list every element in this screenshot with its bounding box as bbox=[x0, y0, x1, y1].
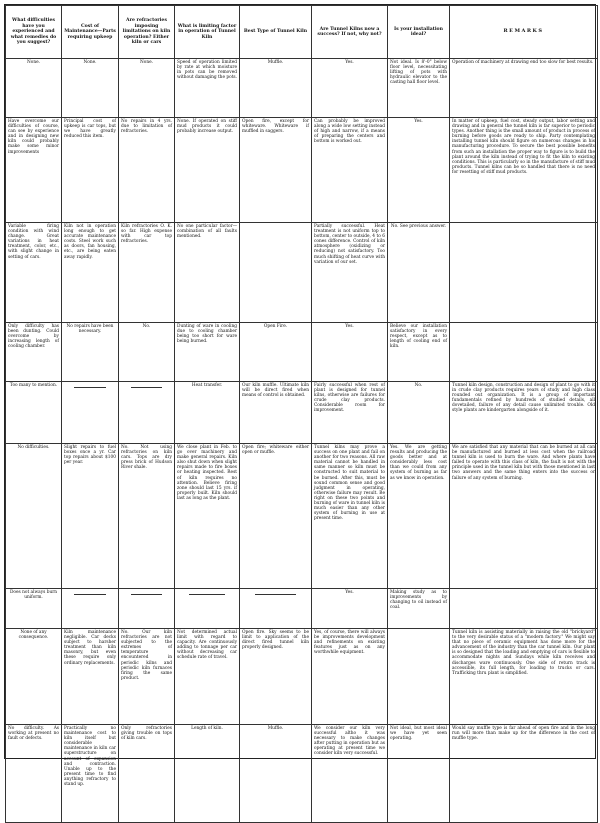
cell-maintenance-cost bbox=[62, 223, 119, 323]
cell-remarks bbox=[450, 59, 598, 118]
cell-best-type bbox=[240, 444, 312, 589]
table-row bbox=[6, 59, 598, 118]
cell-refractories bbox=[119, 59, 175, 118]
cell-text: Operation of machinery at drawing end too slow for best results. bbox=[452, 60, 594, 65]
cell-maintenance-cost bbox=[62, 589, 119, 629]
cell-text: No difficulties. bbox=[17, 445, 50, 450]
cell-ideal-installation bbox=[388, 382, 450, 444]
cell-limiting-factor bbox=[175, 382, 240, 444]
table-row bbox=[6, 444, 598, 589]
header-maintenance-cost: Cost of Maintenance—Parts requiring upkeep bbox=[62, 6, 119, 59]
cell-success bbox=[312, 323, 388, 382]
cell-limiting-factor bbox=[175, 223, 240, 323]
cell-difficulties bbox=[6, 589, 62, 629]
cell-text: Variable firing condition with wind change. Great variations in heat treatment, color, etc., with slight change in setting of cars. bbox=[8, 224, 59, 260]
cell-text: Heat transfer. bbox=[191, 383, 223, 388]
cell-text: Yes, of course, there will always be improvements development and refinements on existing features just as on any worthwhile equipment. bbox=[314, 630, 385, 656]
header-difficulties: What difficulties have you experienced and what remedies do you suggest? bbox=[6, 6, 62, 59]
cell-text: No. bbox=[414, 383, 423, 388]
table-row bbox=[6, 223, 598, 323]
cell-text: Only difficulty has been dunting. Could overcome by increasing length of cooling chamber. bbox=[8, 324, 59, 350]
cell-text: Slight repairs to fuel boxes once a yr. Car top repairs about $100 per year. bbox=[64, 445, 116, 466]
cell-refractories bbox=[119, 589, 175, 629]
cell-limiting-factor bbox=[175, 118, 240, 223]
cell-limiting-factor bbox=[175, 589, 240, 629]
header-refractories: Are refractories imposing limitations on kiln operation? Either kiln or cars bbox=[119, 6, 175, 59]
dash-line bbox=[189, 594, 225, 595]
cell-limiting-factor bbox=[175, 629, 240, 725]
cell-text: No one particular factor—combination of all faults mentioned. bbox=[177, 224, 237, 240]
cell-success bbox=[312, 629, 388, 725]
cell-text: Yes. bbox=[345, 60, 354, 65]
cell-text: Would say muffle type is far ahead of open fire and in the long run will more than make up for the difference in the cost of muffle type. bbox=[452, 726, 595, 742]
cell-text: Muffle. bbox=[267, 60, 284, 65]
cell-text: Our kiln muffle. Ultimate kiln will be direct fired when means of control is obtained. bbox=[242, 383, 309, 399]
cell-text: No. Not using refractories on kiln cars. Tops are dry press brick of Hudson River shale. bbox=[121, 445, 172, 471]
cell-best-type bbox=[240, 382, 312, 444]
cell-text: Open fire, except for whiteware. Whiteware if muffled in saggers. bbox=[242, 119, 309, 135]
cell-text: Making study as to improvements by changing to oil instead of coal. bbox=[390, 590, 447, 611]
cell-success bbox=[312, 725, 388, 823]
cell-maintenance-cost bbox=[62, 725, 119, 823]
cell-refractories bbox=[119, 444, 175, 589]
table-row bbox=[6, 323, 598, 382]
cell-text: We are satisfied that any material that can be burned at all can be manufactured and burned at less cost when the railroad tunnel kiln is used to burn the ware. And where plants have failed to operate with this class of kiln, the fault is not with the principle used in the tunnel kiln but with those mentioned in last two answers and the same thing enters into the success or failure of any system of burning. bbox=[452, 445, 595, 481]
tunnel-kiln-survey-table bbox=[5, 5, 598, 823]
cell-text: Kiln maintenance negligible. Car decks subject to harsher treatment than kiln masonry, but even these require only ordinary replacements. bbox=[64, 630, 116, 666]
cell-text: In matter of upkeep, fuel cost, steady output, labor setting and drawing and in general the tunnel kiln is far superior to periodic types. Another thing is the small amount of product in process of burning before goods are ready to ship. Party contemplating installing tunnel kiln should figure on numerous changes in his manufacturing procedure. To secure the best possible benefits from such an installation the proper way to figure is to build the plant around the kiln instead of trying to fit the kiln to existing conditions. This is particularly so in the manufacture of stiff mud products. Tunnel kilns can be so handled that there is no need for resetting of stiff mud products. bbox=[452, 119, 595, 175]
cell-text: Principal cost of upkeep is car tops, but we have greatly reduced this item. bbox=[64, 119, 116, 140]
cell-refractories bbox=[119, 725, 175, 823]
table-row bbox=[6, 589, 598, 629]
cell-text: None. If operated on stiff mud products it could probably increase output. bbox=[177, 119, 237, 135]
cell-text: We consider our kiln very successful altho it was necessary to make changes after putting in operation but as operating at present time we consider kiln very successful. bbox=[314, 726, 385, 757]
cell-text: Does not always burn uniform. bbox=[9, 590, 58, 601]
cell-best-type bbox=[240, 323, 312, 382]
cell-difficulties bbox=[6, 59, 62, 118]
cell-remarks bbox=[450, 589, 598, 629]
cell-ideal-installation bbox=[388, 725, 450, 823]
cell-ideal-installation bbox=[388, 223, 450, 323]
cell-difficulties bbox=[6, 118, 62, 223]
cell-text: Not ideal, but most ideal we have yet seen operating. bbox=[390, 726, 447, 742]
cell-limiting-factor bbox=[175, 444, 240, 589]
cell-text: Yes. bbox=[414, 119, 423, 124]
cell-best-type bbox=[240, 725, 312, 823]
cell-ideal-installation bbox=[388, 589, 450, 629]
cell-success bbox=[312, 223, 388, 323]
cell-remarks bbox=[450, 725, 598, 823]
cell-remarks bbox=[450, 323, 598, 382]
cell-remarks bbox=[450, 629, 598, 725]
cell-text: Have overcome our difficulties of course, can see by experience and in designing new kiln could probably make some minor improvements bbox=[8, 119, 59, 155]
cell-text: Tunnel kiln design, construction and design of plant to go with it in crude clay products requires years of study and high class rounded out organization. It is a group of important fundamentals refined by hundreds of studied details, all dovetailed, failure of any detail cause unlimited trouble. Old style plants are kindergarten alongside of it. bbox=[452, 383, 595, 414]
dash-line bbox=[131, 387, 162, 388]
cell-text: Yes. We are getting results and producing the goods better and at considerably less cost than we could from any system of burning as far as we know in operation. bbox=[390, 445, 447, 481]
cell-remarks bbox=[450, 444, 598, 589]
cell-best-type bbox=[240, 629, 312, 725]
dash-line bbox=[131, 594, 162, 595]
header-success: Are Tunnel Kilns now a success? If not, why not? bbox=[312, 6, 388, 59]
cell-text: Tunnel kilns may prove a success on one plant and fail on another for two reasons. All raw material cannot be handled in same manner so kiln must be constructed to suit material to be burned. After this, must be sound common sense and good judgment in operating, otherwise failure may result. Be right on these two points and burning of ware in tunnel kiln is much easier than any other system of burning in use at present time. bbox=[314, 445, 385, 522]
cell-remarks bbox=[450, 118, 598, 223]
cell-text: No repairs in 4 yrs. due to limitation of refractories. bbox=[121, 119, 172, 135]
cell-difficulties bbox=[6, 223, 62, 323]
cell-difficulties bbox=[6, 629, 62, 725]
cell-success bbox=[312, 382, 388, 444]
cell-maintenance-cost bbox=[62, 444, 119, 589]
survey-sheet bbox=[4, 4, 596, 788]
cell-limiting-factor bbox=[175, 725, 240, 823]
header-limiting-factor: What is limiting factor in operation of Tunnel Kiln bbox=[175, 6, 240, 59]
cell-ideal-installation bbox=[388, 323, 450, 382]
cell-text: Kiln refractories O. K. so far. High expense with car top refractories. bbox=[121, 224, 172, 245]
cell-maintenance-cost bbox=[62, 118, 119, 223]
cell-text: Not ideal. Is 8'-0" below floor level, necessitating lifting of pots with hydraulic elevator to the casting hall floor level. bbox=[390, 60, 447, 86]
table-row bbox=[6, 629, 598, 725]
cell-maintenance-cost bbox=[62, 323, 119, 382]
cell-remarks bbox=[450, 382, 598, 444]
cell-text: Yes. bbox=[345, 324, 354, 329]
cell-text: None. bbox=[83, 60, 97, 65]
cell-refractories bbox=[119, 382, 175, 444]
cell-text: Muffle. bbox=[267, 726, 284, 731]
cell-text: No. See previous answer. bbox=[390, 224, 447, 229]
header-best-type: Best Type of Tunnel Kiln bbox=[240, 6, 312, 59]
cell-text: Kiln not in operation long enough to get accurate maintenance costs. Steel work such as doors, fan housing, etc., are being eaten away rapidly. bbox=[64, 224, 116, 260]
cell-remarks bbox=[450, 223, 598, 323]
header-remarks: REMARKS bbox=[450, 6, 598, 59]
cell-text: Believe our installation satisfactory in every respect, except as to length of cooling end of kiln. bbox=[390, 324, 447, 350]
cell-ideal-installation bbox=[388, 444, 450, 589]
cell-ideal-installation bbox=[388, 59, 450, 118]
cell-text: We close plant in Feb. to go over machinery and make general repairs. Kiln also shut down when slight repairs made to fire boxes or heating inspected. Rest of kiln requires no attention. Believe firing zone should last 15 yrs. if properly built. Kiln should last as long as the plant. bbox=[177, 445, 237, 501]
cell-text: Can probably be improved along a wide low setting instead of high and narrow, if a means of preparing the centers and bottom is worked out. bbox=[314, 119, 385, 145]
table-row bbox=[6, 118, 598, 223]
cell-text: No. Our kiln refractories are not subjected to the extremes of temperature encountered in periodic kilns and periodic kiln furnaces firing the same product. bbox=[121, 630, 172, 681]
cell-success bbox=[312, 589, 388, 629]
cell-text: Yes. bbox=[345, 590, 354, 595]
cell-best-type bbox=[240, 118, 312, 223]
cell-refractories bbox=[119, 118, 175, 223]
cell-ideal-installation bbox=[388, 118, 450, 223]
cell-difficulties bbox=[6, 444, 62, 589]
cell-text: None. bbox=[26, 60, 41, 65]
cell-success bbox=[312, 118, 388, 223]
cell-best-type bbox=[240, 589, 312, 629]
cell-ideal-installation bbox=[388, 629, 450, 725]
cell-limiting-factor bbox=[175, 323, 240, 382]
cell-difficulties bbox=[6, 382, 62, 444]
cell-text: No difficulty. As working at present no fault or defects. bbox=[8, 726, 59, 742]
cell-success bbox=[312, 59, 388, 118]
cell-refractories bbox=[119, 629, 175, 725]
cell-refractories bbox=[119, 223, 175, 323]
cell-text: Not determined actual limit with regard to capacity. Are continuously adding to tonnage per car without decreasing car schedule rate of travel. bbox=[177, 630, 237, 661]
cell-text: No. bbox=[142, 324, 151, 329]
cell-text: None of any consequence. bbox=[18, 630, 49, 641]
cell-text: Tunnel kiln is assisting materially in raising the old "brickyard" to the very desirable status of a "modern factory." We might say that no piece of ceramic equipment has done more for the advancement of the industry than the car tunnel kiln. Our plant is so designed that the loading and emptying of cars is flexible to accommodate nights and Sundays while kiln receives and discharges ware continuously. One side of return track is accessible, its full length, for loading to trucks or cars. Trafficking thru plant is simplified. bbox=[452, 630, 595, 676]
cell-difficulties bbox=[6, 323, 62, 382]
cell-text: Partially successful. Heat treatment is not uniform top to bottom, center to outside, 4 to 6 cones difference. Control of kiln atmosphere (oxidizing or reducing) not satisfactory. Too much shifting of heat curve with variation of our set. bbox=[314, 224, 385, 265]
cell-refractories bbox=[119, 323, 175, 382]
cell-success bbox=[312, 444, 388, 589]
cell-text: Too many to mention. bbox=[9, 383, 58, 388]
cell-text: Speed of operation limited by rate at which moisture in pots can be removed without damaging the pots. bbox=[177, 60, 237, 81]
cell-text: Open fire; whiteware either open or muffle. bbox=[242, 445, 309, 456]
cell-difficulties bbox=[6, 725, 62, 823]
cell-limiting-factor bbox=[175, 59, 240, 118]
cell-text: None. bbox=[139, 60, 154, 65]
cell-text: Open fire. Sky seems to be limit to application of the direct fired tunnel kiln properly designed. bbox=[242, 630, 309, 651]
dash-line bbox=[255, 594, 295, 595]
header-ideal-installation: Is your installation ideal? bbox=[388, 6, 450, 59]
cell-best-type bbox=[240, 59, 312, 118]
cell-text: Fairly successful when rest of plant is designed for tunnel kilns, otherwise are failures for crude clay products. Considerable room for improvement. bbox=[314, 383, 385, 414]
cell-text: Practically no maintenance cost to kiln itself but considerable maintenance in kiln car superstructure on account of expansion and contraction. Unable up to the present time to find anything refractory to stand up. bbox=[64, 726, 116, 788]
table-row bbox=[6, 725, 598, 823]
cell-text: Only refractories giving trouble on tops of kiln cars. bbox=[121, 726, 172, 742]
cell-maintenance-cost bbox=[62, 382, 119, 444]
dash-line bbox=[74, 594, 105, 595]
cell-text: No repairs have been necessary. bbox=[66, 324, 114, 335]
cell-text: Length of kiln. bbox=[191, 726, 223, 731]
cell-maintenance-cost bbox=[62, 59, 119, 118]
header-row bbox=[6, 6, 598, 59]
table-row bbox=[6, 382, 598, 444]
cell-best-type bbox=[240, 223, 312, 323]
cell-text: Open Fire. bbox=[263, 324, 288, 329]
dash-line bbox=[74, 387, 105, 388]
cell-text: Dunting of ware in cooling due to cooling chamber being too short for ware being burned. bbox=[177, 324, 237, 345]
cell-maintenance-cost bbox=[62, 629, 119, 725]
